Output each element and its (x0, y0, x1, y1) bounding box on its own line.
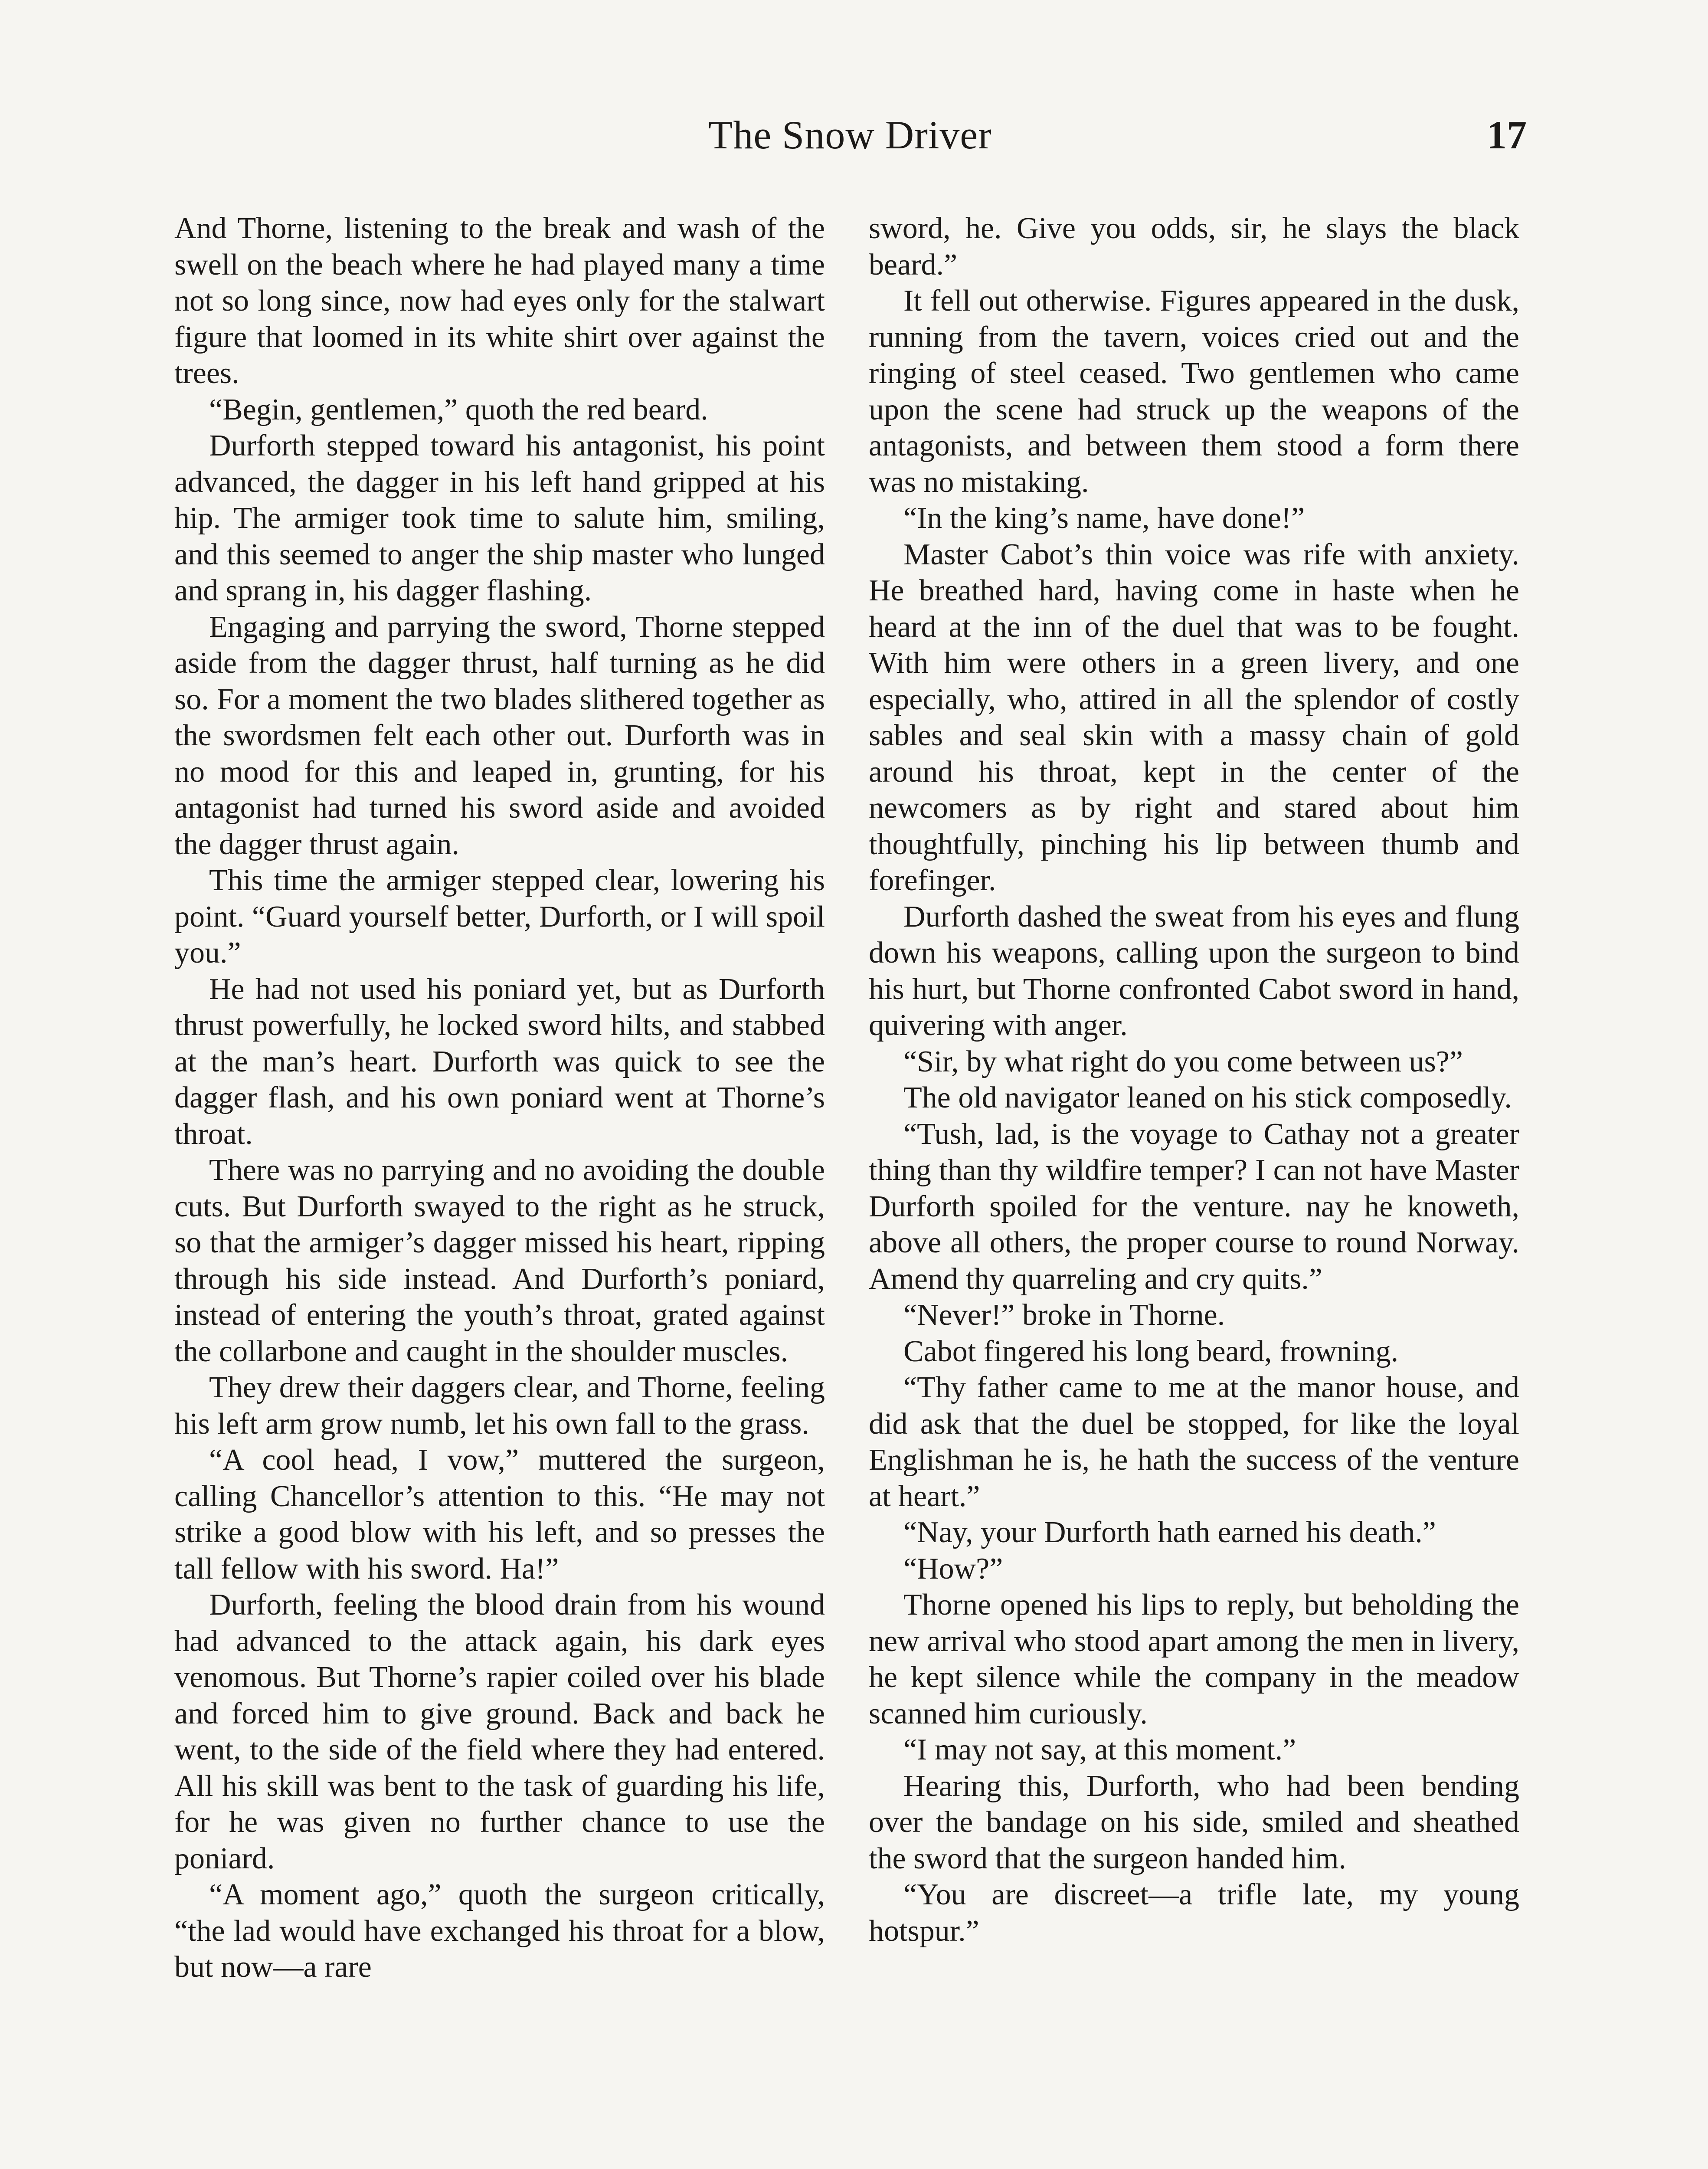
paragraph: This time the armiger stepped clear, lowering his point. “Guard yourself better, Durforth, or I will spoil you.” (174, 864, 825, 970)
paragraph: Engaging and parrying the sword, Thorne stepped aside from the dagger thrust, half turning as he did so. For a moment the two blades slithered together as the swordsmen felt each other out. Durforth was in no mood for this and leaped in, grunting, for his antagonist had turned his sword aside and avoided the dagger thrust again. (174, 610, 825, 861)
page-number: 17 (1487, 113, 1527, 157)
paragraph: The old navigator leaned on his stick composedly. (903, 1081, 1512, 1114)
paragraph: “Never!” broke in Thorne. (903, 1298, 1225, 1332)
paragraph: sword, he. Give you odds, sir, he slays the black beard.” (869, 212, 1519, 282)
paragraph: It fell out otherwise. Figures appeared in the dusk, running from the tavern, voices cried out and the ringing of steel ceased. Two gentlemen who came upon the scene had struck up the weapons of the antagonists, and between them stood a form there was no mistaking. (869, 284, 1519, 499)
running-header (173, 112, 1527, 168)
paragraph: Hearing this, Durforth, who had been bending over the bandage on his side, smiled and sheathed the sword that the surgeon handed him. (869, 1769, 1519, 1875)
paragraph: Durforth dashed the sweat from his eyes and flung down his weapons, calling upon the surgeon to bind his hurt, but Thorne confronted Cabot sword in hand, quivering with anger. (869, 900, 1519, 1042)
paragraph: “A moment ago,” quoth the surgeon critically, “the lad would have exchanged his throat for a blow, but now—a rare (174, 1878, 825, 1984)
paragraph: And Thorne, listening to the break and wash of the swell on the beach where he had played many a time not so long since, now had eyes only for the stalwart figure that loomed in its white shirt over against the trees. (174, 212, 825, 390)
paragraph: They drew their daggers clear, and Thorne, feeling his left arm grow numb, let his own fall to the grass. (174, 1371, 825, 1441)
paragraph: Durforth stepped toward his antagonist, his point advanced, the dagger in his left hand gripped at his hip. The armiger took time to salute him, smiling, and this seemed to anger the ship master who lunged and sprang in, his dagger flashing. (174, 429, 825, 607)
paragraph: Master Cabot’s thin voice was rife with anxiety. He breathed hard, having come in haste when he heard at the inn of the duel that was to be fought. With him were others in a green livery, and one especially, who, attired in all the splendor of costly sables and seal skin with a massy chain of gold around his throat, kept in the center of the newcomers as by right and stared about him thoughtfully, pinching his lip between thumb and forefinger. (869, 537, 1519, 897)
paragraph: “How?” (903, 1552, 1003, 1586)
right-column (869, 210, 1519, 1949)
paragraph: “You are discreet—a trifle late, my young hotspur.” (869, 1878, 1519, 1948)
paragraph: Cabot fingered his long beard, frowning. (903, 1334, 1399, 1368)
paragraph: Thorne opened his lips to reply, but beholding the new arrival who stood apart among the men in livery, he kept silence while the company in the meadow scanned him curiously. (869, 1588, 1519, 1730)
paragraph: “A cool head, I vow,” muttered the surgeon, calling Chancellor’s attention to this. “He may not strike a good blow with his left, and so presses the tall fellow with his sword. Ha!” (174, 1443, 825, 1586)
paragraph: “Tush, lad, is the voyage to Cathay not a greater thing than thy wildfire temper? I can not have Master Durforth spoiled for the venture. nay he knoweth, above all others, the proper course to round Norway. Amend thy quarreling and cry quits.” (869, 1117, 1519, 1296)
paragraph: “Thy father came to me at the manor house, and did ask that the duel be stopped, for like the loyal Englishman he is, he hath the success of the venture at heart.” (869, 1371, 1519, 1513)
paragraph: “In the king’s name, have done!” (903, 501, 1305, 535)
running-title: The Snow Driver (708, 113, 992, 157)
paragraph: There was no parrying and no avoiding the double cuts. But Durforth swayed to the right as he struck, so that the armiger’s dagger missed his heart, ripping through his side instead. And Durforth’s poniard, instead of entering the youth’s throat, grated against the collarbone and caught in the shoulder muscles. (174, 1153, 825, 1368)
paragraph: “Sir, by what right do you come between us?” (903, 1045, 1463, 1078)
left-column (174, 210, 825, 1986)
paragraph: He had not used his poniard yet, but as Durforth thrust powerfully, he locked sword hilts, and stabbed at the man’s heart. Durforth was quick to see the dagger flash, and his own poniard went at Thorne’s throat. (174, 972, 825, 1151)
paragraph: “Nay, your Durforth hath earned his death.” (903, 1516, 1436, 1549)
paragraph: Durforth, feeling the blood drain from his wound had advanced to the attack again, his dark eyes venomous. But Thorne’s rapier coiled over his blade and forced him to give ground. Back and back he went, to the side of the field where they had entered. All his skill was bent to the task of guarding his life, for he was given no further chance to use the poniard. (174, 1588, 825, 1875)
paragraph: “Begin, gentlemen,” quoth the red beard. (209, 393, 708, 426)
paragraph: “I may not say, at this moment.” (903, 1733, 1296, 1766)
